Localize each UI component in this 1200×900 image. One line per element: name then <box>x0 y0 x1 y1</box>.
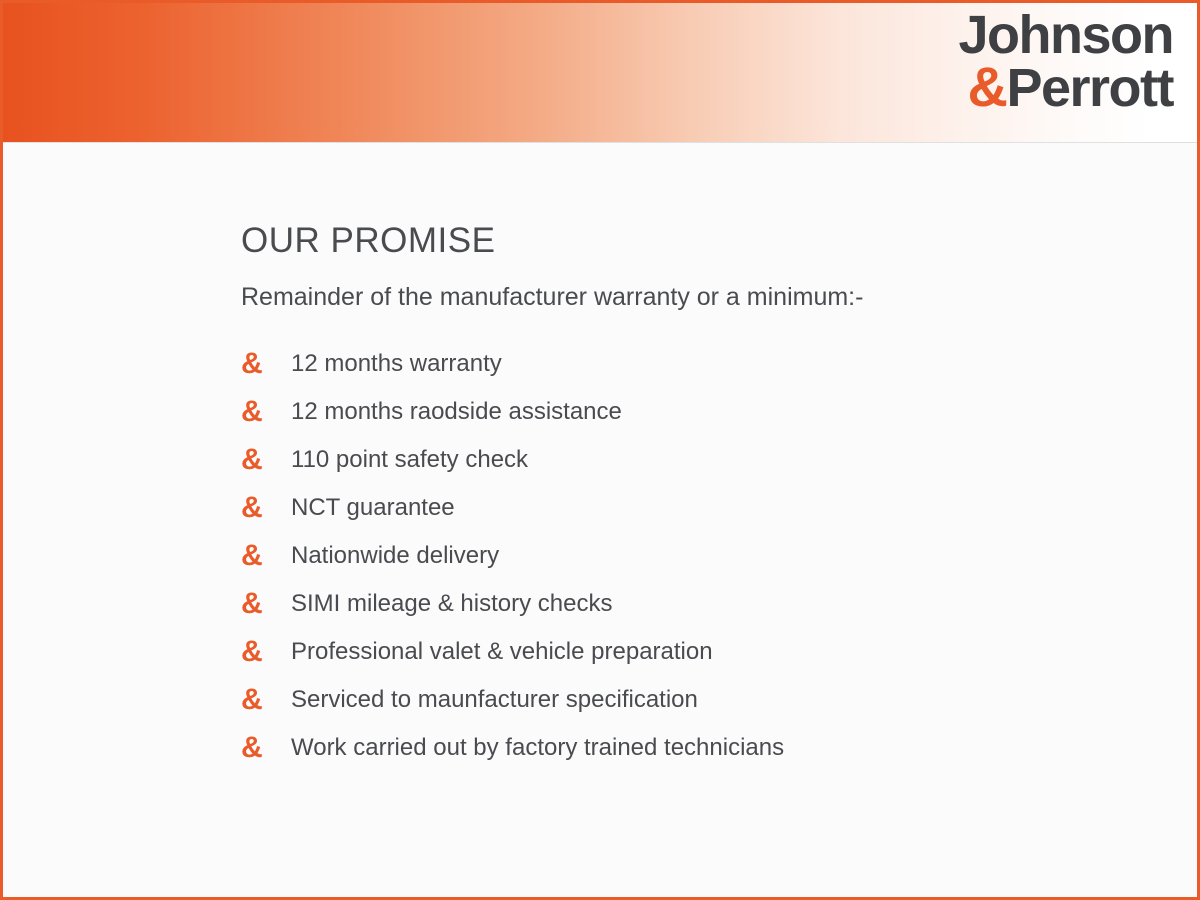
logo-text-johnson: Johnson <box>958 5 1173 65</box>
list-item <box>241 676 1197 724</box>
content-area <box>3 143 1197 772</box>
page-title: OUR PROMISE <box>241 221 496 260</box>
logo-ampersand-icon: & <box>967 54 1007 118</box>
list-item <box>241 580 1197 628</box>
list-item <box>241 532 1197 580</box>
promise-list <box>241 340 1197 772</box>
list-item <box>241 484 1197 532</box>
list-item-label: NCT guarantee <box>291 494 455 521</box>
ampersand-bullet-icon: & <box>241 491 263 524</box>
logo-text-perrott-word: Perrott <box>1006 57 1173 118</box>
ampersand-bullet-icon: & <box>241 395 263 428</box>
list-item <box>241 628 1197 676</box>
list-item <box>241 340 1197 388</box>
ampersand-bullet-icon: & <box>241 347 263 380</box>
list-item-label: Serviced to maunfacturer specification <box>291 686 698 713</box>
list-item-label: 110 point safety check <box>291 446 529 473</box>
list-item-label: 12 months raodside assistance <box>291 398 622 425</box>
company-logo <box>958 5 1174 118</box>
ampersand-bullet-icon: & <box>241 443 263 476</box>
list-item-label: 12 months warranty <box>291 350 502 377</box>
header-band <box>3 3 1197 143</box>
ampersand-bullet-icon: & <box>241 587 263 620</box>
ampersand-bullet-icon: & <box>241 635 263 668</box>
logo-text-perrott <box>959 54 1174 118</box>
list-item-label: Nationwide delivery <box>291 542 500 569</box>
list-item <box>241 388 1197 436</box>
list-item-label: Professional valet & vehicle preparation <box>291 638 713 665</box>
ampersand-bullet-icon: & <box>241 539 263 572</box>
list-item <box>241 436 1197 484</box>
page-subtitle: Remainder of the manufacturer warranty or a minimum:- <box>241 283 864 311</box>
ampersand-bullet-icon: & <box>241 731 263 764</box>
list-item <box>241 724 1197 772</box>
ampersand-bullet-icon: & <box>241 683 263 716</box>
list-item-label: SIMI mileage & history checks <box>291 590 613 617</box>
list-item-label: Work carried out by factory trained technicians <box>291 734 785 761</box>
